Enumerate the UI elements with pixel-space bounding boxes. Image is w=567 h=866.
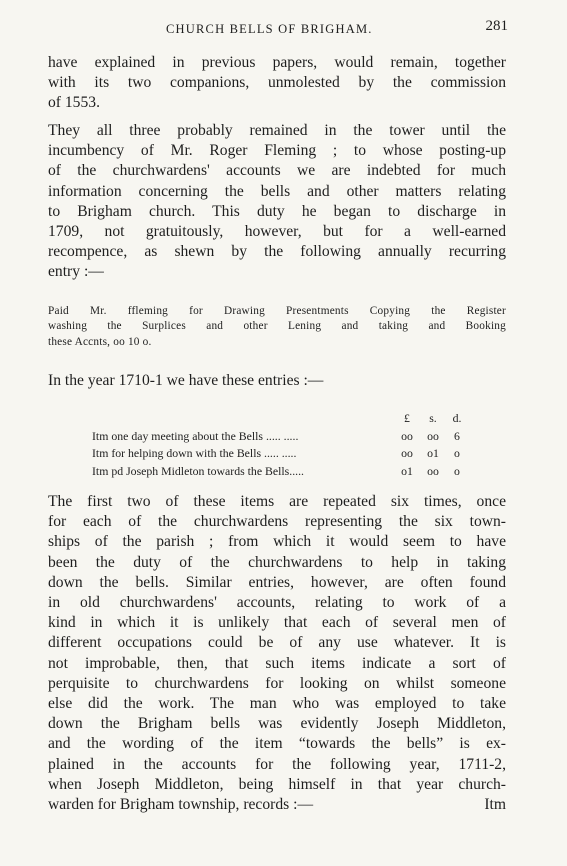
text-line: have explained in previous papers, would remain, together [48, 54, 506, 71]
text-line: been the duty of the churchwardens to help in taking [48, 553, 506, 571]
paragraph-2 [48, 121, 506, 283]
entry-row [92, 445, 464, 463]
entry-row [92, 428, 464, 446]
quote-line: these Accnts, oo 10 o. [48, 335, 152, 348]
text-line: plained in the accounts for the following year, 1711-2, [48, 755, 506, 773]
text-line: 1709, not gratuitously, however, but for a well-earned [48, 223, 506, 241]
text-line: when Joseph Middleton, being himself in that year church- [48, 775, 506, 793]
entry-pounds: o1 [401, 463, 413, 478]
quoted-account-entry [48, 304, 506, 350]
text-line: The first two of these items are repeated six times, once [48, 493, 506, 510]
text-line: not improbable, then, that such items indicate a sort of [48, 654, 506, 672]
entry-pence: 6 [454, 428, 460, 443]
text-line: down the Brigham bells was evidently Joseph Middleton, [48, 715, 506, 733]
quote-line: Paid Mr. ffleming for Drawing Presentments Copying the Register [48, 305, 506, 317]
text-line: entry :— [48, 263, 104, 281]
text-line: and the wording of the item “towards the bells” is ex- [48, 735, 506, 753]
text-line: down the bells. Similar entries, however, are often found [48, 573, 506, 591]
entry-pounds: oo [401, 446, 413, 460]
entry-pounds: oo [401, 428, 413, 443]
pence-header: d. [452, 411, 462, 425]
text-line: of 1553. [48, 94, 100, 112]
text-line: warden for Brigham township, records :— [48, 796, 314, 814]
text-line: to Brigham church. This duty he began to discharge in [48, 202, 506, 220]
text-line: ships of the parish ; from which it would seem to have [48, 533, 506, 551]
text-line: They all three probably remained in the tower until the [48, 122, 506, 139]
year-intro: In the year 1710-1 we have these entries :— [48, 372, 324, 389]
pounds-header: £ [404, 411, 410, 425]
entry-shillings: o1 [427, 446, 439, 460]
entry-item: Itm pd Joseph Midleton towards the Bells..... [92, 463, 304, 478]
text-line: perquisite to churchwardens for looking on whilst someone [48, 674, 506, 692]
final-line [48, 795, 506, 815]
running-title: CHURCH BELLS OF BRIGHAM. [166, 22, 373, 36]
entry-item: Itm for helping down with the Bells ..... ..... [92, 446, 297, 460]
text-line: incumbency of Mr. Roger Fleming ; to whose posting-up [48, 142, 506, 160]
entry-pence: o [454, 463, 460, 478]
entry-row [92, 463, 464, 481]
text-line: with its two companions, unmolested by the commission [48, 74, 506, 92]
entry-pence: o [454, 446, 460, 460]
account-entries-table [92, 410, 464, 480]
text-line: of the churchwardens' accounts we are indebted for much [48, 162, 506, 180]
quote-line: washing the Surplices and other Lening and taking and Booking [48, 320, 506, 333]
text-line: kind in which it is unlikely that each of several men of [48, 614, 506, 632]
shillings-header: s. [429, 411, 437, 425]
text-line: information concerning the bells and other matters relating [48, 182, 506, 200]
entry-shillings: oo [427, 428, 439, 443]
paragraph-3 [48, 492, 506, 815]
currency-header-row [92, 410, 464, 428]
catchword: Itm [484, 796, 506, 814]
text-line: recompence, as shewn by the following annually recurring [48, 243, 506, 261]
text-line: for each of the churchwardens representing the six town- [48, 513, 506, 531]
page-number: 281 [485, 18, 508, 34]
text-line: else did the work. The man who was employed to take [48, 695, 506, 713]
entry-shillings: oo [427, 463, 439, 478]
paragraph-1 [48, 53, 506, 114]
text-line: different occupations could be of any use whatever. It is [48, 634, 506, 652]
entry-item: Itm one day meeting about the Bells ..... ..... [92, 428, 299, 443]
text-line: in old churchwardens' accounts, relating to work of a [48, 594, 506, 612]
